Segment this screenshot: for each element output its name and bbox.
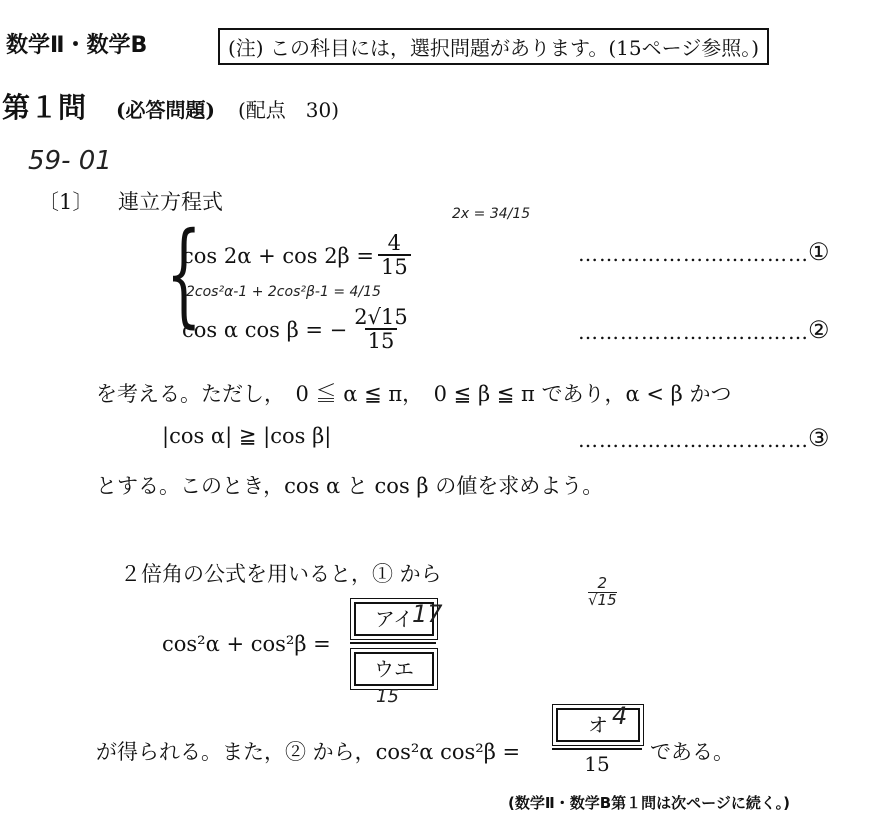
score-label: (配点 30)	[238, 98, 340, 122]
eq1-leader-dots: ……………………………	[578, 242, 809, 266]
derivation-intro: ２倍角の公式を用いると，① から	[120, 562, 442, 586]
eq1-fraction	[378, 232, 411, 279]
answer-box-ai-label: アイ	[374, 607, 414, 631]
eq2-mark: ②	[808, 316, 830, 344]
side-frac-den: √15	[588, 590, 617, 609]
eq1-numerator: 4	[387, 231, 402, 255]
goal-text: とする。このとき，cos α と cos β の値を求めよう。	[96, 474, 604, 498]
answer-box-o[interactable]	[556, 708, 640, 742]
part-title: 連立方程式	[118, 190, 223, 214]
derivation-lhs1: cos²α + cos²β =	[162, 632, 331, 656]
eq2-numerator: 2√15	[354, 305, 408, 329]
handwritten-side-fraction	[588, 576, 617, 609]
eq2-fraction	[351, 306, 410, 353]
fraction-2-den: 15	[584, 752, 610, 776]
answer-box-o-label: オ	[588, 713, 608, 737]
eq2-denominator: 15	[365, 328, 398, 353]
handwritten-code: 59- 01	[28, 146, 112, 176]
answer-fraction-2	[552, 704, 642, 776]
eq1-mark: ①	[808, 238, 830, 266]
fraction-bar-2	[552, 748, 642, 750]
handwritten-answer-o: 4	[612, 702, 628, 730]
problem-label: (必答問題)	[116, 98, 215, 122]
ineq-leader-dots: ……………………………	[578, 428, 809, 452]
handwritten-expansion: 2cos²α-1 + 2cos²β-1 = 4/15	[186, 284, 381, 300]
equation-1	[182, 232, 411, 279]
handwritten-margin-calc: 2x = 34/15	[452, 206, 531, 222]
handwritten-answer-den: 15	[376, 686, 399, 707]
eq2-leader-dots: ……………………………	[578, 320, 809, 344]
problem-number: 第１問	[2, 91, 87, 124]
ineq-mark: ③	[808, 424, 830, 452]
equation-2	[182, 306, 411, 353]
eq2-lhs: cos α cos β = −	[182, 317, 348, 342]
answer-box-ue[interactable]	[354, 652, 434, 686]
inequality: |cos α| ≧ |cos β|	[162, 424, 332, 448]
system-brace: {	[166, 209, 202, 339]
fraction-bar-1	[350, 642, 436, 644]
eq1-denominator: 15	[378, 254, 411, 279]
answer-box-ue-label: ウエ	[374, 657, 414, 681]
derivation-line2: が得られる。また，② から，cos²α cos²β =	[96, 740, 521, 764]
handwritten-answer-ai: 17	[412, 600, 443, 628]
eq1-lhs: cos 2α + cos 2β =	[182, 243, 374, 268]
derivation-line2-end: である。	[650, 740, 734, 764]
exam-note: (注) この科目には，選択問題があります。(15ページ参照。)	[218, 28, 769, 65]
side-frac-num: 2	[597, 574, 608, 592]
continued-note: (数学Ⅱ・数学B第１問は次ページに続く。)	[508, 794, 790, 812]
subject-title: 数学Ⅱ・数学B	[6, 33, 148, 58]
part-marker: 〔1〕	[38, 190, 94, 214]
condition-text: を考える。ただし， 0 ≦ α ≦ π， 0 ≦ β ≦ π であり，α < β かつ	[96, 382, 732, 406]
